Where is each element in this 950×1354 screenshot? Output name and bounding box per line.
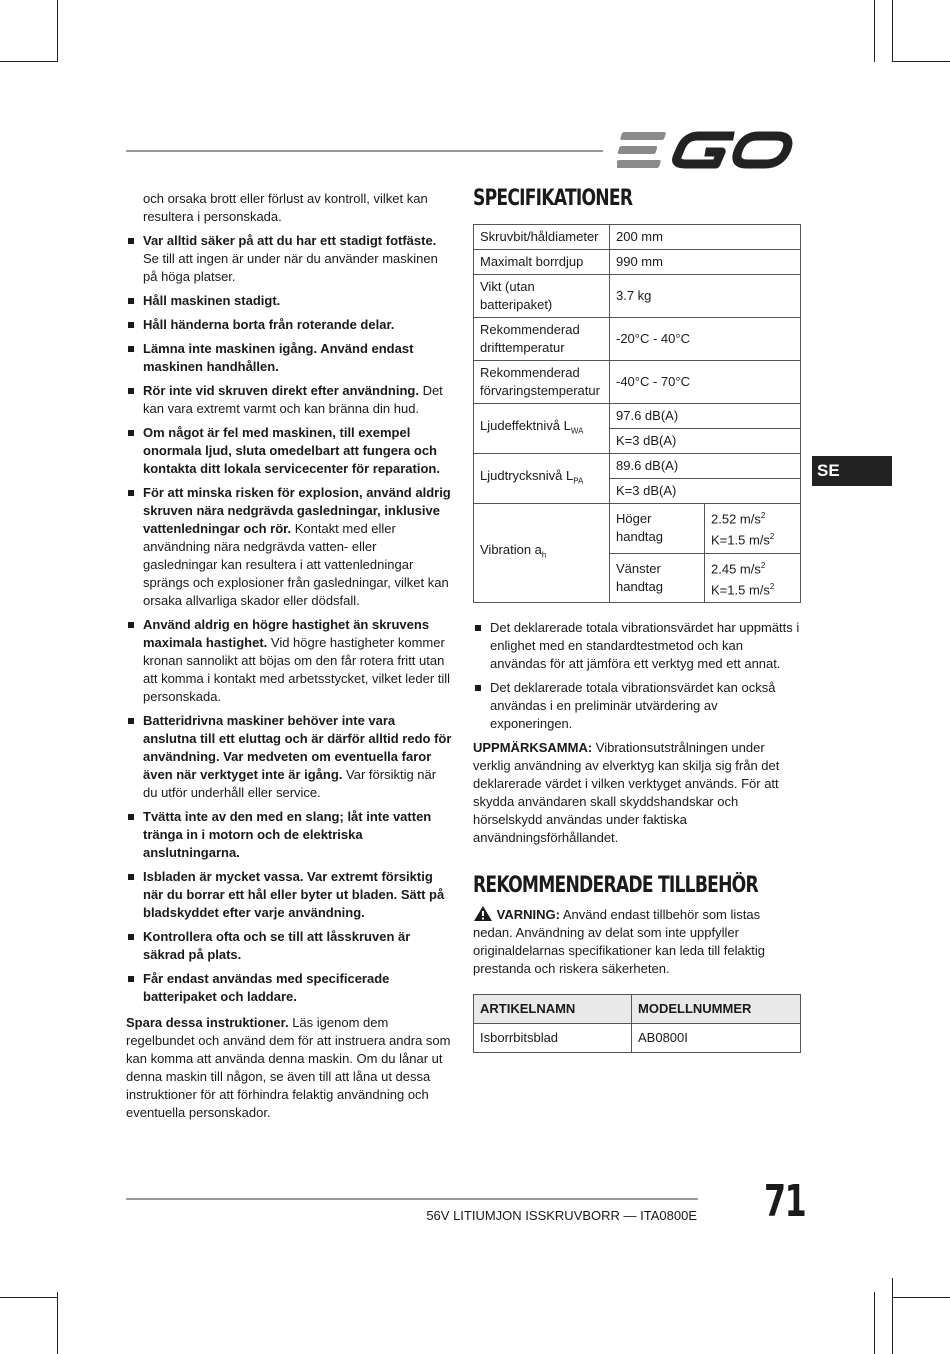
crop-mark [892,0,893,62]
table-header-row [474,995,801,1024]
bullet-bold: För att minska risken för explosion, använd aldrig skruven nära nedgrävda gasledningar, inklusive vattenledningar och rör. [143,485,451,536]
vib-right-v2: K=1.5 m/s [711,532,770,548]
bullet-square [128,718,134,724]
table-row [474,361,801,404]
sup: 2 [760,560,766,570]
sound-power-label: Ljudeffektnivå L [480,417,571,433]
bullet-square [128,490,134,496]
vib-right-v1: 2.52 m/s [711,511,761,527]
vibration-sub: h [541,550,547,560]
bullet-text: Vid högre hastigheter kommer kronan sannolikt att böjas om den får rotera fritt utan att komma i kontakt med arbetsstycket, vilket leder till personskada. [143,635,451,704]
bullet-square [128,322,134,328]
bullet-bold: Lämna inte maskinen igång. Använd endast maskinen handhållen. [143,341,414,374]
spec-value: 89.6 dB(A) [610,454,801,479]
bullet-square [128,298,134,304]
list-item [126,712,452,802]
spec-value: 3.7 kg [610,275,801,318]
vibration-left-label: Vänster handtag [610,553,705,603]
spec-value: -20°C - 40°C [610,318,801,361]
vibration-left-value [705,553,801,603]
spec-value: 200 mm [610,225,801,250]
column-header: MODELLNUMMER [632,995,801,1024]
table-row [474,250,801,275]
spec-label: Skruvbit/håldiameter [474,225,610,250]
table-cell: AB0800I [632,1024,801,1053]
bullet-square [128,934,134,940]
spec-label [474,504,610,603]
attention-paragraph [473,739,801,847]
crop-mark [0,1297,58,1298]
list-item [126,616,452,706]
list-item [126,928,452,964]
bullet-text: Se till att ingen är under när du använder maskinen på höga platser. [143,251,438,284]
bullet-square [128,346,134,352]
list-item [126,292,452,310]
list-item [126,970,452,1006]
spec-label [474,404,610,454]
vibration-label: Vibration a [480,542,542,558]
closing-text: Läs igenom dem regelbundet och använd dem för att instruera andra som kan komma att använda denna maskin. Om du lånar ut denna maskin till någon, se även till att låna ut dessa instruktioner för att förhindra felaktig användning och eventuella personskador. [126,1015,451,1120]
spec-value: 990 mm [610,250,801,275]
bullet-square [128,814,134,820]
bullet-bold: Om något är fel med maskinen, till exempel onormala ljud, sluta omedelbart att fungera och kontakta ditt lokala servicecenter för reparation. [143,425,440,476]
spec-label: Rekommenderad förvaringstemperatur [474,361,610,404]
bullet-square [128,874,134,880]
sup: 2 [769,581,775,591]
list-item [126,868,452,922]
bullet-bold: Isbladen är mycket vassa. Var extremt försiktig när du borrar ett hål eller byter ut bladen. Sätt på bladskyddet efter varje användning. [143,869,445,920]
table-row [474,1024,801,1053]
bullet-bold: Batteridrivna maskiner behöver inte vara anslutna till ett eluttag och är därför alltid redo för användning. Var medveten om eventuella faror även när verktyget inte är igång. [143,713,452,782]
specs-title: SPECIFIKATIONER [473,186,633,211]
crop-mark [57,1292,58,1354]
accessories-table [473,994,801,1053]
table-row [474,454,801,479]
closing-paragraph [126,1014,452,1122]
vib-left-v1: 2.45 m/s [711,560,761,576]
warning-bold: VARNING: [496,907,560,923]
closing-bold: Spara dessa instruktioner. [126,1015,289,1030]
header-rule [126,150,603,152]
bullet-square [128,388,134,394]
safety-list [126,232,452,1006]
crop-mark [0,61,58,62]
warning-paragraph [473,905,801,978]
bullet-text: Var försiktig när du utför underhåll eller service. [143,767,437,800]
warning-text: Använd endast tillbehör som listas nedan. Användning av delat som inte uppfyller originaldelarnas specifikationer kan leda till felaktig prestanda och riskera säkerheten. [473,907,765,977]
bullet-bold: Håll maskinen stadigt. [143,293,281,308]
table-row [474,275,801,318]
crop-mark [874,0,875,62]
crop-mark [874,1292,875,1354]
sup: 2 [769,532,775,542]
list-item [473,619,801,673]
sound-pressure-label: Ljudtrycksnivå L [480,467,574,483]
bullet-square [128,238,134,244]
spec-column [473,186,801,1053]
note-text: Det deklarerade totala vibrationsvärdet har uppmätts i enlighet med en standardtestmetod och kan användas för att jämföra ett verktyg med ett annat. [490,620,800,672]
footer-rule [126,1198,698,1200]
safety-column [126,190,452,1128]
warning-icon [473,905,493,922]
vibration-right-value [705,504,801,554]
crop-mark [57,0,58,62]
bullet-square [128,976,134,982]
table-row [474,404,801,429]
bullet-bold: Håll händerna borta från roterande delar. [143,317,395,332]
spec-label: Rekommenderad drifttemperatur [474,318,610,361]
page-number: 71 [764,1176,806,1227]
table-row [474,318,801,361]
spec-label: Vikt (utan batteripaket) [474,275,610,318]
bullet-bold: Var alltid säker på att du har ett stadigt fotfäste. [143,233,437,248]
list-item [126,484,452,610]
crop-mark [892,1278,893,1354]
list-item [126,232,452,286]
language-tab: SE [812,456,892,486]
sound-pressure-sub: PA [573,476,584,486]
bullet-bold: Får endast användas med specificerade batteripaket och laddare. [143,971,390,1004]
list-item [126,316,452,334]
sup: 2 [760,511,766,520]
specs-table [473,224,801,603]
spec-label [474,454,610,504]
bullet-bold: Kontrollera ofta och se till att låsskruven är säkrad på plats. [143,929,411,962]
bullet-bold: Använd aldrig en högre hastighet än skruvens maximala hastighet. [143,617,430,650]
list-item [126,424,452,478]
list-item [126,382,452,418]
attention-text: Vibrationsutstrålningen under verklig användning av elverktyg kan skilja sig från det deklarerade värdet i vilken verktyget används. För att skydda användaren skall skyddshandskar och hörselskydd användas under faktiska användningsförhållandet. [473,740,780,846]
bullet-bold: Rör inte vid skruven direkt efter användning. [143,383,419,398]
table-row [474,225,801,250]
list-item [126,808,452,862]
spec-value: -40°C - 70°C [610,361,801,404]
ego-logo [617,130,799,170]
table-row [474,504,801,554]
spec-label: Maximalt borrdjup [474,250,610,275]
vibration-right-label: Höger handtag [610,504,705,554]
intro-text: och orsaka brott eller förlust av kontroll, vilket kan resultera i personskada. [143,191,428,224]
spec-value: K=3 dB(A) [610,429,801,454]
spec-value: K=3 dB(A) [610,479,801,504]
vibration-notes [473,619,801,733]
bullet-text: Det kan vara extremt varmt och kan bränna din hud. [143,383,443,416]
crop-mark [892,61,950,62]
bullet-square [128,430,134,436]
footer-text: 56V LITIUMJON ISSKRUVBORR — ITA0800E [426,1208,697,1223]
accessories-title: REKOMMENDERADE TILLBEHÖR [473,873,758,899]
note-text: Det deklarerade totala vibrationsvärdet kan också användas i en preliminär utvärdering av exponeringen. [490,680,776,732]
bullet-text: Kontakt med eller användning nära nedgrävda vatten- eller gasledningar kan resultera i att vattenledningar sprängs och explosioner från gasledningar, vilket kan orsaka allvarliga skador eller dödsfall. [143,521,449,608]
bullet-square [128,622,134,628]
attention-bold: UPPMÄRKSAMMA: [473,740,593,756]
table-cell: Isborrbitsblad [474,1024,632,1053]
list-item [473,679,801,733]
crop-mark [892,1297,950,1298]
bullet-bold: Tvätta inte av den med en slang; låt inte vatten tränga in i motorn och de elektriska anslutningarna. [143,809,432,860]
sound-power-sub: WA [570,426,584,436]
list-item [126,340,452,376]
spec-value: 97.6 dB(A) [610,404,801,429]
vib-left-v2: K=1.5 m/s [711,582,770,598]
column-header: ARTIKELNAMN [474,995,632,1024]
